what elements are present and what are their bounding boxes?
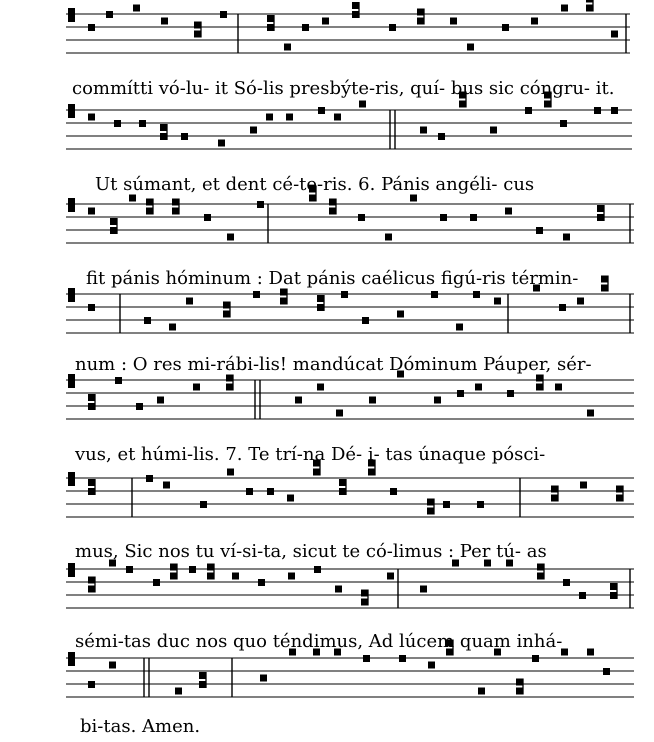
neume — [601, 285, 608, 292]
neume — [280, 289, 287, 296]
neume — [532, 655, 539, 662]
do-clef-icon — [68, 104, 75, 118]
neume — [200, 501, 207, 508]
neume — [478, 688, 485, 695]
neume — [302, 24, 309, 31]
neume — [309, 195, 316, 202]
neume — [163, 482, 170, 489]
neume — [477, 501, 484, 508]
do-clef-icon — [68, 374, 75, 388]
neume — [227, 234, 234, 241]
neume — [579, 592, 586, 599]
neume — [334, 114, 341, 121]
neume — [88, 304, 95, 311]
neume — [288, 573, 295, 580]
neume — [434, 397, 441, 404]
neume — [181, 133, 188, 140]
neume — [106, 11, 113, 18]
neume — [586, 0, 593, 3]
staff-system — [66, 92, 632, 150]
neume — [114, 120, 121, 127]
lyric-line-4: num : O res mi-rábi-lis! mandúcat Dóminum Páuper, sér- — [75, 354, 592, 375]
neume — [204, 214, 211, 221]
neume — [172, 199, 179, 206]
neume — [153, 579, 160, 586]
neume — [220, 11, 227, 18]
neume — [144, 317, 151, 324]
do-clef-icon — [68, 563, 75, 577]
neume — [473, 291, 480, 298]
staff-system — [66, 560, 634, 609]
staff-system — [66, 371, 634, 420]
neume — [313, 469, 320, 476]
neume — [88, 114, 95, 121]
neume — [170, 564, 177, 571]
neume — [587, 410, 594, 417]
neume — [361, 599, 368, 606]
neume — [536, 227, 543, 234]
neume — [580, 482, 587, 489]
neume — [139, 120, 146, 127]
neume — [586, 5, 593, 12]
neume — [420, 127, 427, 134]
neume — [336, 410, 343, 417]
neume — [362, 317, 369, 324]
neume — [88, 577, 95, 584]
neume — [341, 291, 348, 298]
neume — [428, 662, 435, 669]
neume — [359, 101, 366, 108]
neume — [470, 214, 477, 221]
neume — [260, 675, 267, 682]
neume — [389, 24, 396, 31]
neume — [232, 573, 239, 580]
neume — [368, 469, 375, 476]
neume — [115, 377, 122, 384]
neume — [88, 208, 95, 215]
neume — [531, 18, 538, 25]
neume — [287, 495, 294, 502]
do-clef-icon — [68, 288, 75, 302]
neume — [146, 208, 153, 215]
neume — [146, 475, 153, 482]
neume — [267, 488, 274, 495]
neume — [329, 208, 336, 215]
neume — [410, 195, 417, 202]
neume — [329, 199, 336, 206]
neume — [218, 140, 225, 147]
neume — [616, 486, 623, 493]
neume — [88, 394, 95, 401]
neume — [537, 573, 544, 580]
neume — [516, 679, 523, 686]
neume — [133, 5, 140, 12]
neume — [361, 590, 368, 597]
neume — [246, 488, 253, 495]
neume — [160, 124, 167, 131]
lyric-line-8: bi-tas. Amen. — [80, 716, 201, 737]
neume — [560, 120, 567, 127]
neume — [587, 649, 594, 656]
neume — [352, 2, 359, 9]
neume — [597, 214, 604, 221]
neume — [427, 508, 434, 515]
neume — [317, 384, 324, 391]
neume — [431, 291, 438, 298]
neume — [551, 486, 558, 493]
neume — [189, 566, 196, 573]
neume — [317, 295, 324, 302]
neume — [267, 24, 274, 31]
neume — [250, 127, 257, 134]
do-clef-icon — [68, 198, 75, 212]
neume — [475, 384, 482, 391]
neume — [226, 384, 233, 391]
do-clef-icon — [68, 652, 75, 666]
neume — [161, 18, 168, 25]
neume — [456, 324, 463, 331]
neume — [467, 44, 474, 51]
neume — [157, 397, 164, 404]
neume — [577, 298, 584, 305]
neume — [490, 127, 497, 134]
neume — [427, 499, 434, 506]
neume — [417, 18, 424, 25]
neume — [88, 403, 95, 410]
neume — [417, 9, 424, 16]
neume — [536, 384, 543, 391]
neume — [322, 18, 329, 25]
neume — [563, 234, 570, 241]
neume — [597, 205, 604, 212]
neume — [194, 22, 201, 29]
neume — [502, 24, 509, 31]
lyric-line-6: mus, Sic nos tu ví-si-ta, sicut te có-limus : Per tú- as — [75, 541, 547, 562]
neume — [440, 214, 447, 221]
neume — [420, 586, 427, 593]
neume — [610, 592, 617, 599]
neume — [253, 291, 260, 298]
neume — [170, 573, 177, 580]
neume — [317, 304, 324, 311]
neume — [358, 214, 365, 221]
neume — [227, 469, 234, 476]
neume — [537, 564, 544, 571]
neume — [507, 390, 514, 397]
do-clef-icon — [68, 472, 75, 486]
lyric-line-7: sémi-tas duc nos quo téndimus, Ad lúcem quam inhá- — [75, 631, 563, 652]
neume — [594, 107, 601, 114]
neume — [129, 195, 136, 202]
neume — [601, 276, 608, 283]
neume — [199, 681, 206, 688]
neume — [199, 672, 206, 679]
neume — [516, 688, 523, 695]
neume — [160, 133, 167, 140]
neume — [109, 662, 116, 669]
neume — [561, 5, 568, 12]
neume — [390, 488, 397, 495]
neume — [559, 304, 566, 311]
do-clef-icon — [68, 8, 75, 22]
neume — [610, 583, 617, 590]
neume — [369, 397, 376, 404]
neume — [450, 18, 457, 25]
neume — [110, 218, 117, 225]
neume — [286, 114, 293, 121]
neume — [318, 107, 325, 114]
neume — [207, 564, 214, 571]
neume — [443, 501, 450, 508]
staff-systems — [66, 0, 634, 697]
neume — [267, 15, 274, 22]
neume — [339, 479, 346, 486]
neume — [387, 573, 394, 580]
neume — [611, 107, 618, 114]
neume — [110, 227, 117, 234]
neume — [363, 655, 370, 662]
neume — [339, 488, 346, 495]
neume — [258, 579, 265, 586]
neume — [611, 31, 618, 38]
neume — [295, 397, 302, 404]
neume — [280, 298, 287, 305]
neume — [257, 201, 264, 208]
neume — [563, 579, 570, 586]
neume — [88, 479, 95, 486]
neume — [525, 107, 532, 114]
neume — [88, 586, 95, 593]
neume — [207, 573, 214, 580]
neume — [399, 655, 406, 662]
neume — [223, 311, 230, 318]
neume — [385, 234, 392, 241]
neume — [459, 101, 466, 108]
neume — [88, 488, 95, 495]
neume — [544, 101, 551, 108]
neume — [126, 566, 133, 573]
neume — [352, 11, 359, 18]
neume — [194, 31, 201, 38]
neume — [335, 586, 342, 593]
neume — [175, 688, 182, 695]
neume — [88, 24, 95, 31]
neume — [136, 403, 143, 410]
neume — [397, 311, 404, 318]
neume — [88, 681, 95, 688]
neume — [223, 302, 230, 309]
neume — [266, 114, 273, 121]
lyric-line-1: commítti vó-lu- it Só-lis presbýte-ris, quí- bus sic cóngru- it. — [72, 78, 615, 99]
neume — [536, 375, 543, 382]
neume — [457, 390, 464, 397]
neume — [505, 208, 512, 215]
neume — [555, 384, 562, 391]
neume — [193, 384, 200, 391]
neume — [551, 495, 558, 502]
neume — [169, 324, 176, 331]
neume — [226, 375, 233, 382]
neume — [438, 133, 445, 140]
neume — [186, 298, 193, 305]
lyric-line-5: vus, et húmi-lis. 7. Te trí-na Dé- i- tas únaque pósci- — [75, 444, 546, 465]
neume — [603, 668, 610, 675]
neume — [284, 44, 291, 51]
staff-system — [66, 460, 634, 518]
neume — [616, 495, 623, 502]
neume — [314, 566, 321, 573]
lyric-line-3: fit pánis hóminum : Dat pánis caélicus figú-ris términ- — [86, 268, 579, 289]
neume — [172, 208, 179, 215]
neume — [146, 199, 153, 206]
neume — [494, 298, 501, 305]
staff-system — [66, 0, 630, 53]
lyric-line-2: Ut súmant, et dent cé-te-ris. 6. Pánis angéli- cus — [95, 174, 535, 195]
